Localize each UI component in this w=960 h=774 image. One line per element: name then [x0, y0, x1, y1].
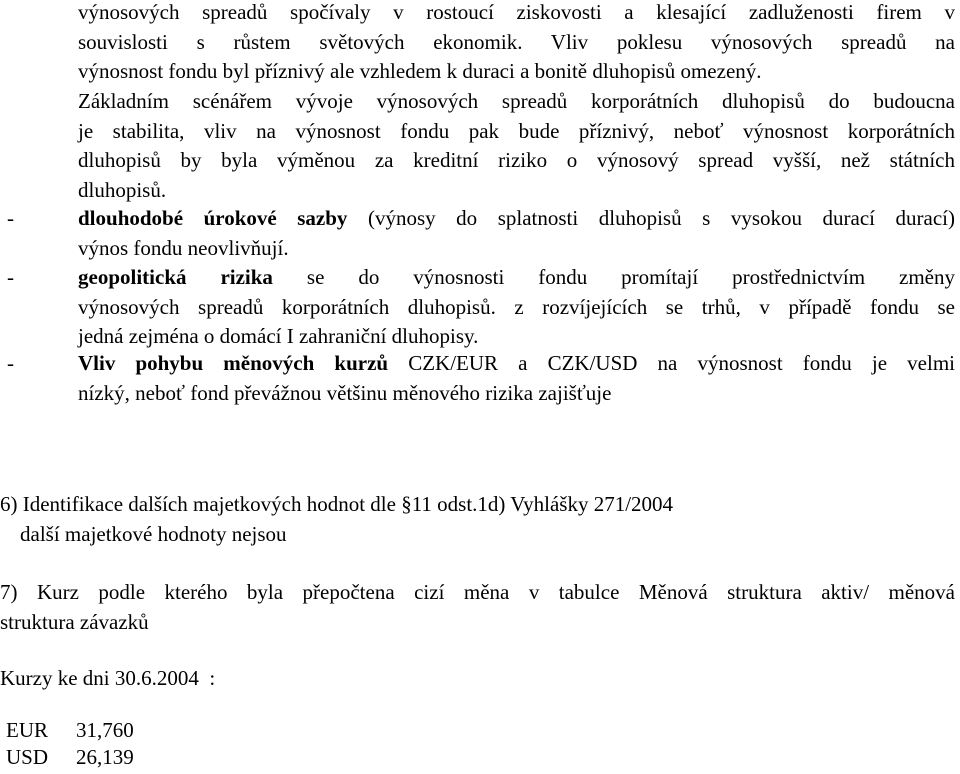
text-line: Základním scénářem vývoje výnosových spreadů korporátních dluhopisů do budoucna — [78, 89, 955, 113]
bullet-line: jedná zejména o domácí I zahraniční dluhopisy. — [78, 324, 479, 348]
paragraph-spreads-intro — [78, 0, 955, 87]
bullet-line: výnosových spreadů korporátních dluhopisů. z rozvíjejících se trhů, v případě fondu se — [78, 294, 955, 319]
bullet-line — [78, 263, 955, 293]
section-7 — [0, 578, 955, 637]
section-6 — [0, 490, 955, 549]
bullet-line — [78, 204, 955, 234]
text-line: souvislosti s růstem světových ekonomik. Vliv poklesu výnosových spreadů na — [78, 29, 955, 54]
bullet-text: CZK/EUR a CZK/USD na výnosnost fondu je velmi — [408, 351, 955, 375]
rates-label: Kurzy ke dni 30.6.2004 : — [0, 666, 216, 690]
section-body: další majetkové hodnoty nejsou — [20, 521, 287, 546]
currency-value: 31,760 — [76, 718, 134, 742]
section-heading-line: 7) Kurz podle kterého byla přepočtena cizí měna v tabulce Měnová struktura aktiv/ měnová — [0, 580, 955, 604]
bullet-line: výnos fondu neovlivňují. — [78, 235, 289, 260]
bullet-line: nízký, neboť fond převážnou většinu měnového rizika zajišťuje — [78, 380, 612, 405]
rate-row-eur — [6, 716, 134, 745]
bullet-bold-term: dlouhodobé úrokové sazby — [78, 206, 348, 230]
text-line: výnosových spreadů spočívaly v rostoucí ziskovosti a klesající zadluženosti firem v — [78, 0, 955, 24]
bullet-text: se do výnosnosti fondu promítají prostřednictvím změny — [306, 265, 955, 289]
bullet-text: (výnosy do splatnosti dluhopisů s vysokou durací durací) — [367, 206, 955, 230]
bullet-dash: - — [7, 351, 14, 375]
bullet-dash: - — [7, 265, 14, 289]
section-heading-line: struktura závazků — [0, 609, 149, 634]
section-heading: 6) Identifikace dalších majetkových hodnot dle §11 odst.1d) Vyhlášky 271/2004 — [0, 492, 674, 516]
currency-value: 26,139 — [76, 745, 134, 769]
text-line: dluhopisů. — [78, 177, 167, 202]
currency-code: USD — [6, 745, 49, 769]
bullet-bold-term: Vliv pohybu měnových kurzů — [78, 351, 389, 375]
text-line: je stabilita, vliv na výnosnost fondu pak bude příznivý, neboť výnosnost korporátních — [78, 118, 955, 143]
paragraph-spreads-outlook — [78, 87, 955, 205]
rate-row-usd — [6, 743, 134, 772]
bullet-bold-term: geopolitická rizika — [78, 265, 273, 289]
text-line: výnosnost fondu byl příznivý ale vzhledem k duraci a bonitě dluhopisů omezený. — [78, 59, 762, 83]
text-line: dluhopisů by byla výměnou za kreditní riziko o výnosový spread vyšší, než státních — [78, 148, 955, 172]
currency-code: EUR — [6, 718, 48, 742]
bullet-dash: - — [7, 206, 14, 230]
bullet-line — [78, 349, 955, 379]
